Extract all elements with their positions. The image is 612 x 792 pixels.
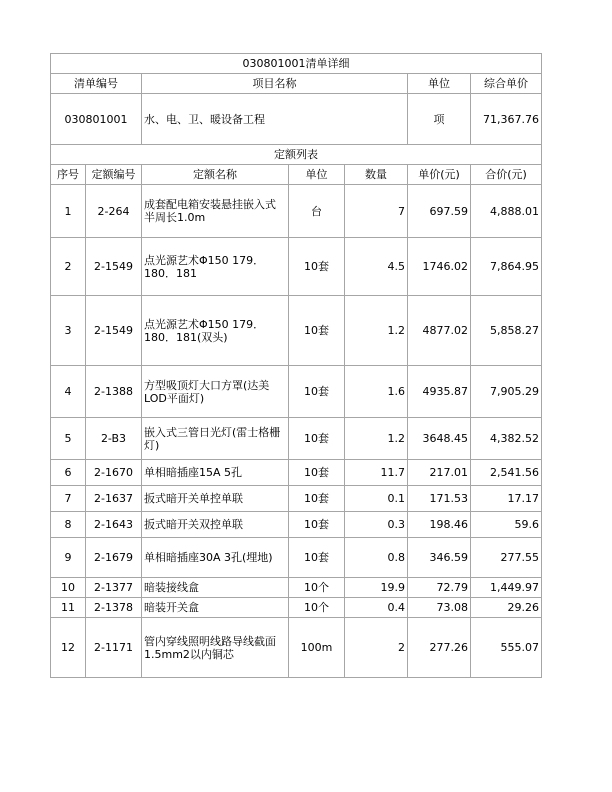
quota-price: 3648.45 <box>408 418 471 460</box>
quota-total: 7,864.95 <box>471 238 542 296</box>
quota-price: 4935.87 <box>408 366 471 418</box>
quota-price: 171.53 <box>408 486 471 512</box>
table-row <box>51 578 542 598</box>
quota-quantity: 2 <box>345 618 408 678</box>
quota-code: 2-1388 <box>86 366 142 418</box>
quota-seq: 9 <box>51 538 86 578</box>
bill-code: 030801001 <box>51 94 142 145</box>
quota-seq: 12 <box>51 618 86 678</box>
quota-quantity: 0.8 <box>345 538 408 578</box>
quota-code: 2-1377 <box>86 578 142 598</box>
quota-code: 2-1670 <box>86 460 142 486</box>
header-total: 合价(元) <box>471 165 542 185</box>
quota-code: 2-1549 <box>86 238 142 296</box>
table-row <box>51 598 542 618</box>
table-row <box>51 366 542 418</box>
table-row <box>51 538 542 578</box>
quota-price: 198.46 <box>408 512 471 538</box>
quota-seq: 11 <box>51 598 86 618</box>
table-row <box>51 296 542 366</box>
header-quota-unit: 单位 <box>289 165 345 185</box>
quota-seq: 4 <box>51 366 86 418</box>
quota-seq: 3 <box>51 296 86 366</box>
quota-total: 4,888.01 <box>471 185 542 238</box>
quota-quantity: 1.6 <box>345 366 408 418</box>
quota-name: 单相暗插座30A 3孔(埋地) <box>142 538 289 578</box>
quota-seq: 6 <box>51 460 86 486</box>
quota-total: 5,858.27 <box>471 296 542 366</box>
quota-name: 扳式暗开关双控单联 <box>142 512 289 538</box>
quota-total: 7,905.29 <box>471 366 542 418</box>
quota-quantity: 7 <box>345 185 408 238</box>
quota-name: 单相暗插座15A 5孔 <box>142 460 289 486</box>
quota-name: 点光源艺术Φ150 179．180．181 <box>142 238 289 296</box>
quota-quantity: 0.4 <box>345 598 408 618</box>
quota-seq: 8 <box>51 512 86 538</box>
bill-unit-price: 71,367.76 <box>471 94 542 145</box>
quota-code: 2-1378 <box>86 598 142 618</box>
quota-name: 管内穿线照明线路导线截面 1.5mm2以内铜芯 <box>142 618 289 678</box>
quota-unit: 10个 <box>289 578 345 598</box>
quota-code: 2-264 <box>86 185 142 238</box>
quota-code: 2-1171 <box>86 618 142 678</box>
quota-unit: 10套 <box>289 538 345 578</box>
quota-seq: 2 <box>51 238 86 296</box>
quota-quantity: 11.7 <box>345 460 408 486</box>
bill-table <box>50 53 542 145</box>
quota-name: 暗装接线盒 <box>142 578 289 598</box>
quota-price: 1746.02 <box>408 238 471 296</box>
table-row <box>51 618 542 678</box>
quota-unit: 10套 <box>289 512 345 538</box>
quota-seq: 1 <box>51 185 86 238</box>
quota-name: 点光源艺术Φ150 179．180．181(双头) <box>142 296 289 366</box>
header-quota-code: 定额编号 <box>86 165 142 185</box>
quota-code: 2-B3 <box>86 418 142 460</box>
quota-seq: 5 <box>51 418 86 460</box>
table-row <box>51 185 542 238</box>
quota-table-body <box>51 145 542 678</box>
header-price: 单价(元) <box>408 165 471 185</box>
quota-unit: 100m <box>289 618 345 678</box>
quota-name: 嵌入式三管日光灯(雷士格栅灯) <box>142 418 289 460</box>
quota-price: 217.01 <box>408 460 471 486</box>
quota-price: 72.79 <box>408 578 471 598</box>
quota-total: 555.07 <box>471 618 542 678</box>
header-unit-price: 综合单价 <box>471 74 542 94</box>
table-row <box>51 238 542 296</box>
quota-title: 定额列表 <box>51 145 542 165</box>
quota-unit: 10套 <box>289 460 345 486</box>
quota-unit: 10套 <box>289 296 345 366</box>
quota-total: 59.6 <box>471 512 542 538</box>
quota-code: 2-1549 <box>86 296 142 366</box>
quota-total: 277.55 <box>471 538 542 578</box>
table-row <box>51 418 542 460</box>
quota-name: 成套配电箱安装悬挂嵌入式 半周长1.0m <box>142 185 289 238</box>
quota-unit: 10套 <box>289 486 345 512</box>
quota-unit: 10个 <box>289 598 345 618</box>
quota-name: 暗装开关盒 <box>142 598 289 618</box>
quota-price: 346.59 <box>408 538 471 578</box>
quota-quantity: 0.1 <box>345 486 408 512</box>
quota-total: 17.17 <box>471 486 542 512</box>
quota-seq: 7 <box>51 486 86 512</box>
quota-quantity: 1.2 <box>345 418 408 460</box>
table-row <box>51 512 542 538</box>
header-quota-name: 定额名称 <box>142 165 289 185</box>
quota-quantity: 19.9 <box>345 578 408 598</box>
quota-total: 29.26 <box>471 598 542 618</box>
quota-code: 2-1679 <box>86 538 142 578</box>
bill-title: 030801001清单详细 <box>51 54 542 74</box>
quota-unit: 10套 <box>289 366 345 418</box>
header-bill-code: 清单编号 <box>51 74 142 94</box>
header-unit: 单位 <box>408 74 471 94</box>
quota-price: 4877.02 <box>408 296 471 366</box>
table-row <box>51 486 542 512</box>
quota-quantity: 4.5 <box>345 238 408 296</box>
bill-item-name: 水、电、卫、暖设备工程 <box>142 94 408 145</box>
header-quantity: 数量 <box>345 165 408 185</box>
quota-price: 277.26 <box>408 618 471 678</box>
quota-table <box>50 144 542 678</box>
quota-unit: 10套 <box>289 238 345 296</box>
quota-price: 73.08 <box>408 598 471 618</box>
quota-price: 697.59 <box>408 185 471 238</box>
quota-code: 2-1643 <box>86 512 142 538</box>
quota-total: 2,541.56 <box>471 460 542 486</box>
quota-seq: 10 <box>51 578 86 598</box>
quota-total: 4,382.52 <box>471 418 542 460</box>
quota-unit: 台 <box>289 185 345 238</box>
quota-quantity: 1.2 <box>345 296 408 366</box>
header-item-name: 项目名称 <box>142 74 408 94</box>
quota-total: 1,449.97 <box>471 578 542 598</box>
table-row <box>51 460 542 486</box>
quota-name: 方型吸顶灯大口方罩(达美LOD平面灯) <box>142 366 289 418</box>
bill-unit: 项 <box>408 94 471 145</box>
quota-name: 扳式暗开关单控单联 <box>142 486 289 512</box>
quota-code: 2-1637 <box>86 486 142 512</box>
quota-unit: 10套 <box>289 418 345 460</box>
quota-quantity: 0.3 <box>345 512 408 538</box>
header-seq: 序号 <box>51 165 86 185</box>
